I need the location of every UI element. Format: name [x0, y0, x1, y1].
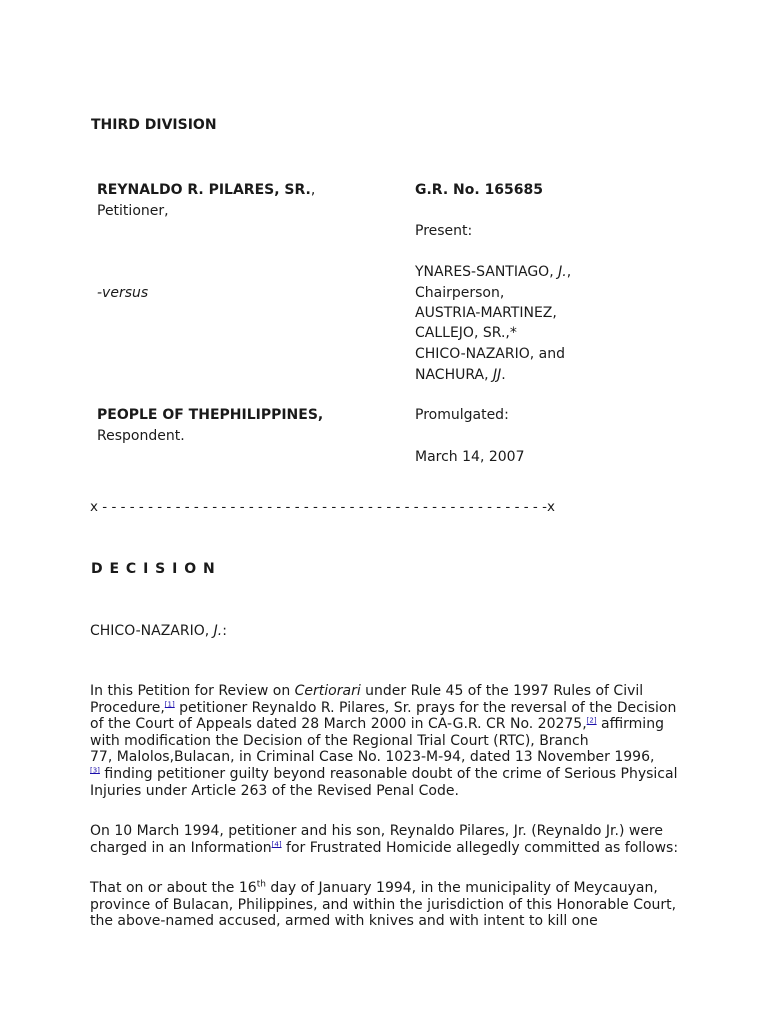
- ponente-tail: :: [222, 623, 227, 639]
- decision-title: D E C I S I O N: [91, 561, 215, 577]
- justice-line-3: CALLEJO, SR.,*: [415, 325, 517, 341]
- p1-line-6: [90, 766, 690, 783]
- justice-1-suffix: J.: [558, 264, 567, 280]
- p1-text: of the Court of Appeals dated 28 March 2000 in CA-G.R. CR No. 20275,: [90, 716, 587, 733]
- p1-line-7: Injuries under Article 263 of the Revised Penal Code.: [90, 782, 459, 799]
- petitioner-role: Petitioner,: [97, 203, 169, 219]
- paragraph-2: [90, 823, 690, 856]
- paragraph-1: [90, 683, 690, 799]
- p1-text: Procedure,: [90, 699, 165, 716]
- promulgated-date: March 14, 2007: [415, 449, 525, 465]
- p1-text: finding petitioner guilty beyond reasonable doubt of the crime of Serious Physical: [99, 765, 678, 782]
- p2-line-1: On 10 March 1994, petitioner and his son, Reynaldo Pilares, Jr. (Reynaldo Jr.) were: [90, 823, 663, 839]
- ponente-line: [90, 621, 227, 641]
- footnote-link-3[interactable]: [3]: [90, 766, 100, 775]
- justice-1-name: YNARES-SANTIAGO,: [415, 264, 554, 280]
- p3-text: day of January 1994, in the municipality of Meycauyan,: [265, 880, 658, 896]
- petitioner-comma: ,: [310, 182, 316, 198]
- p1-line-3: [90, 716, 690, 733]
- justice-5-name: NACHURA,: [415, 367, 489, 383]
- p1-text: In this Petition for Review on: [90, 683, 295, 699]
- p2-text: charged in an Information: [90, 839, 272, 856]
- justice-1-role: Chairperson,: [415, 285, 505, 301]
- justice-line-1: [415, 262, 571, 282]
- gr-number: G.R. No. 165685: [415, 182, 544, 198]
- footnote-link-1[interactable]: [1]: [164, 699, 175, 708]
- p3-line-3: the above-named accused, armed with knives and with intent to kill one: [90, 913, 598, 930]
- justice-1-tail: ,: [566, 264, 572, 280]
- petitioner-name: REYNALDO R. PILARES, SR.: [97, 182, 311, 198]
- justice-5-tail: .: [501, 367, 506, 383]
- certiorari-term: Certiorari: [294, 683, 361, 699]
- division-heading: THIRD DIVISION: [91, 117, 217, 133]
- p1-text: petitioner Reynaldo R. Pilares, Sr. prays for the reversal of the Decision: [174, 699, 677, 716]
- paragraph-3: [90, 880, 690, 930]
- p1-text: affirming: [596, 716, 664, 733]
- ordinal-suffix: th: [256, 879, 266, 890]
- footnote-link-4[interactable]: [4]: [271, 839, 282, 848]
- p2-line-2: [90, 840, 690, 857]
- justice-line-4: CHICO-NAZARIO, and: [415, 346, 566, 362]
- petitioner-line: [97, 180, 315, 200]
- p1-line-5: 77, Malolos,Bulacan, in Criminal Case No. 1023-M-94, dated 13 November 1996,: [90, 749, 655, 766]
- present-label: Present:: [415, 223, 473, 239]
- ponente-name: CHICO-NAZARIO,: [90, 623, 210, 639]
- respondent-name: PEOPLE OF THEPHILIPPINES,: [97, 407, 324, 423]
- p3-line-1: [90, 880, 690, 897]
- justice-line-5: [415, 365, 506, 385]
- versus-label: -versus: [97, 285, 149, 301]
- justice-5-suffix: JJ: [493, 367, 502, 383]
- promulgated-label: Promulgated:: [415, 407, 509, 423]
- p1-text: under Rule 45 of the 1997 Rules of Civil: [360, 683, 644, 699]
- p1-line-1: [90, 683, 690, 700]
- respondent-role: Respondent.: [97, 428, 185, 444]
- ponente-suffix: J.: [213, 623, 223, 639]
- justice-line-2: AUSTRIA-MARTINEZ,: [415, 305, 557, 321]
- p3-line-2: province of Bulacan, Philippines, and within the jurisdiction of this Honorable Court,: [90, 896, 677, 913]
- footnote-link-2[interactable]: [2]: [586, 716, 597, 725]
- caption-separator: x - - - - - - - - - - - - - - - - - - - - - - - - - - - - - - - - - - - - - - - - - - - - - - - - -x: [90, 499, 555, 515]
- p1-line-4: with modification the Decision of the Regional Trial Court (RTC), Branch: [90, 732, 589, 749]
- p3-text: That on or about the 16: [90, 880, 257, 896]
- p1-line-2: [90, 700, 690, 717]
- p2-text: for Frustrated Homicide allegedly committed as follows:: [281, 839, 679, 856]
